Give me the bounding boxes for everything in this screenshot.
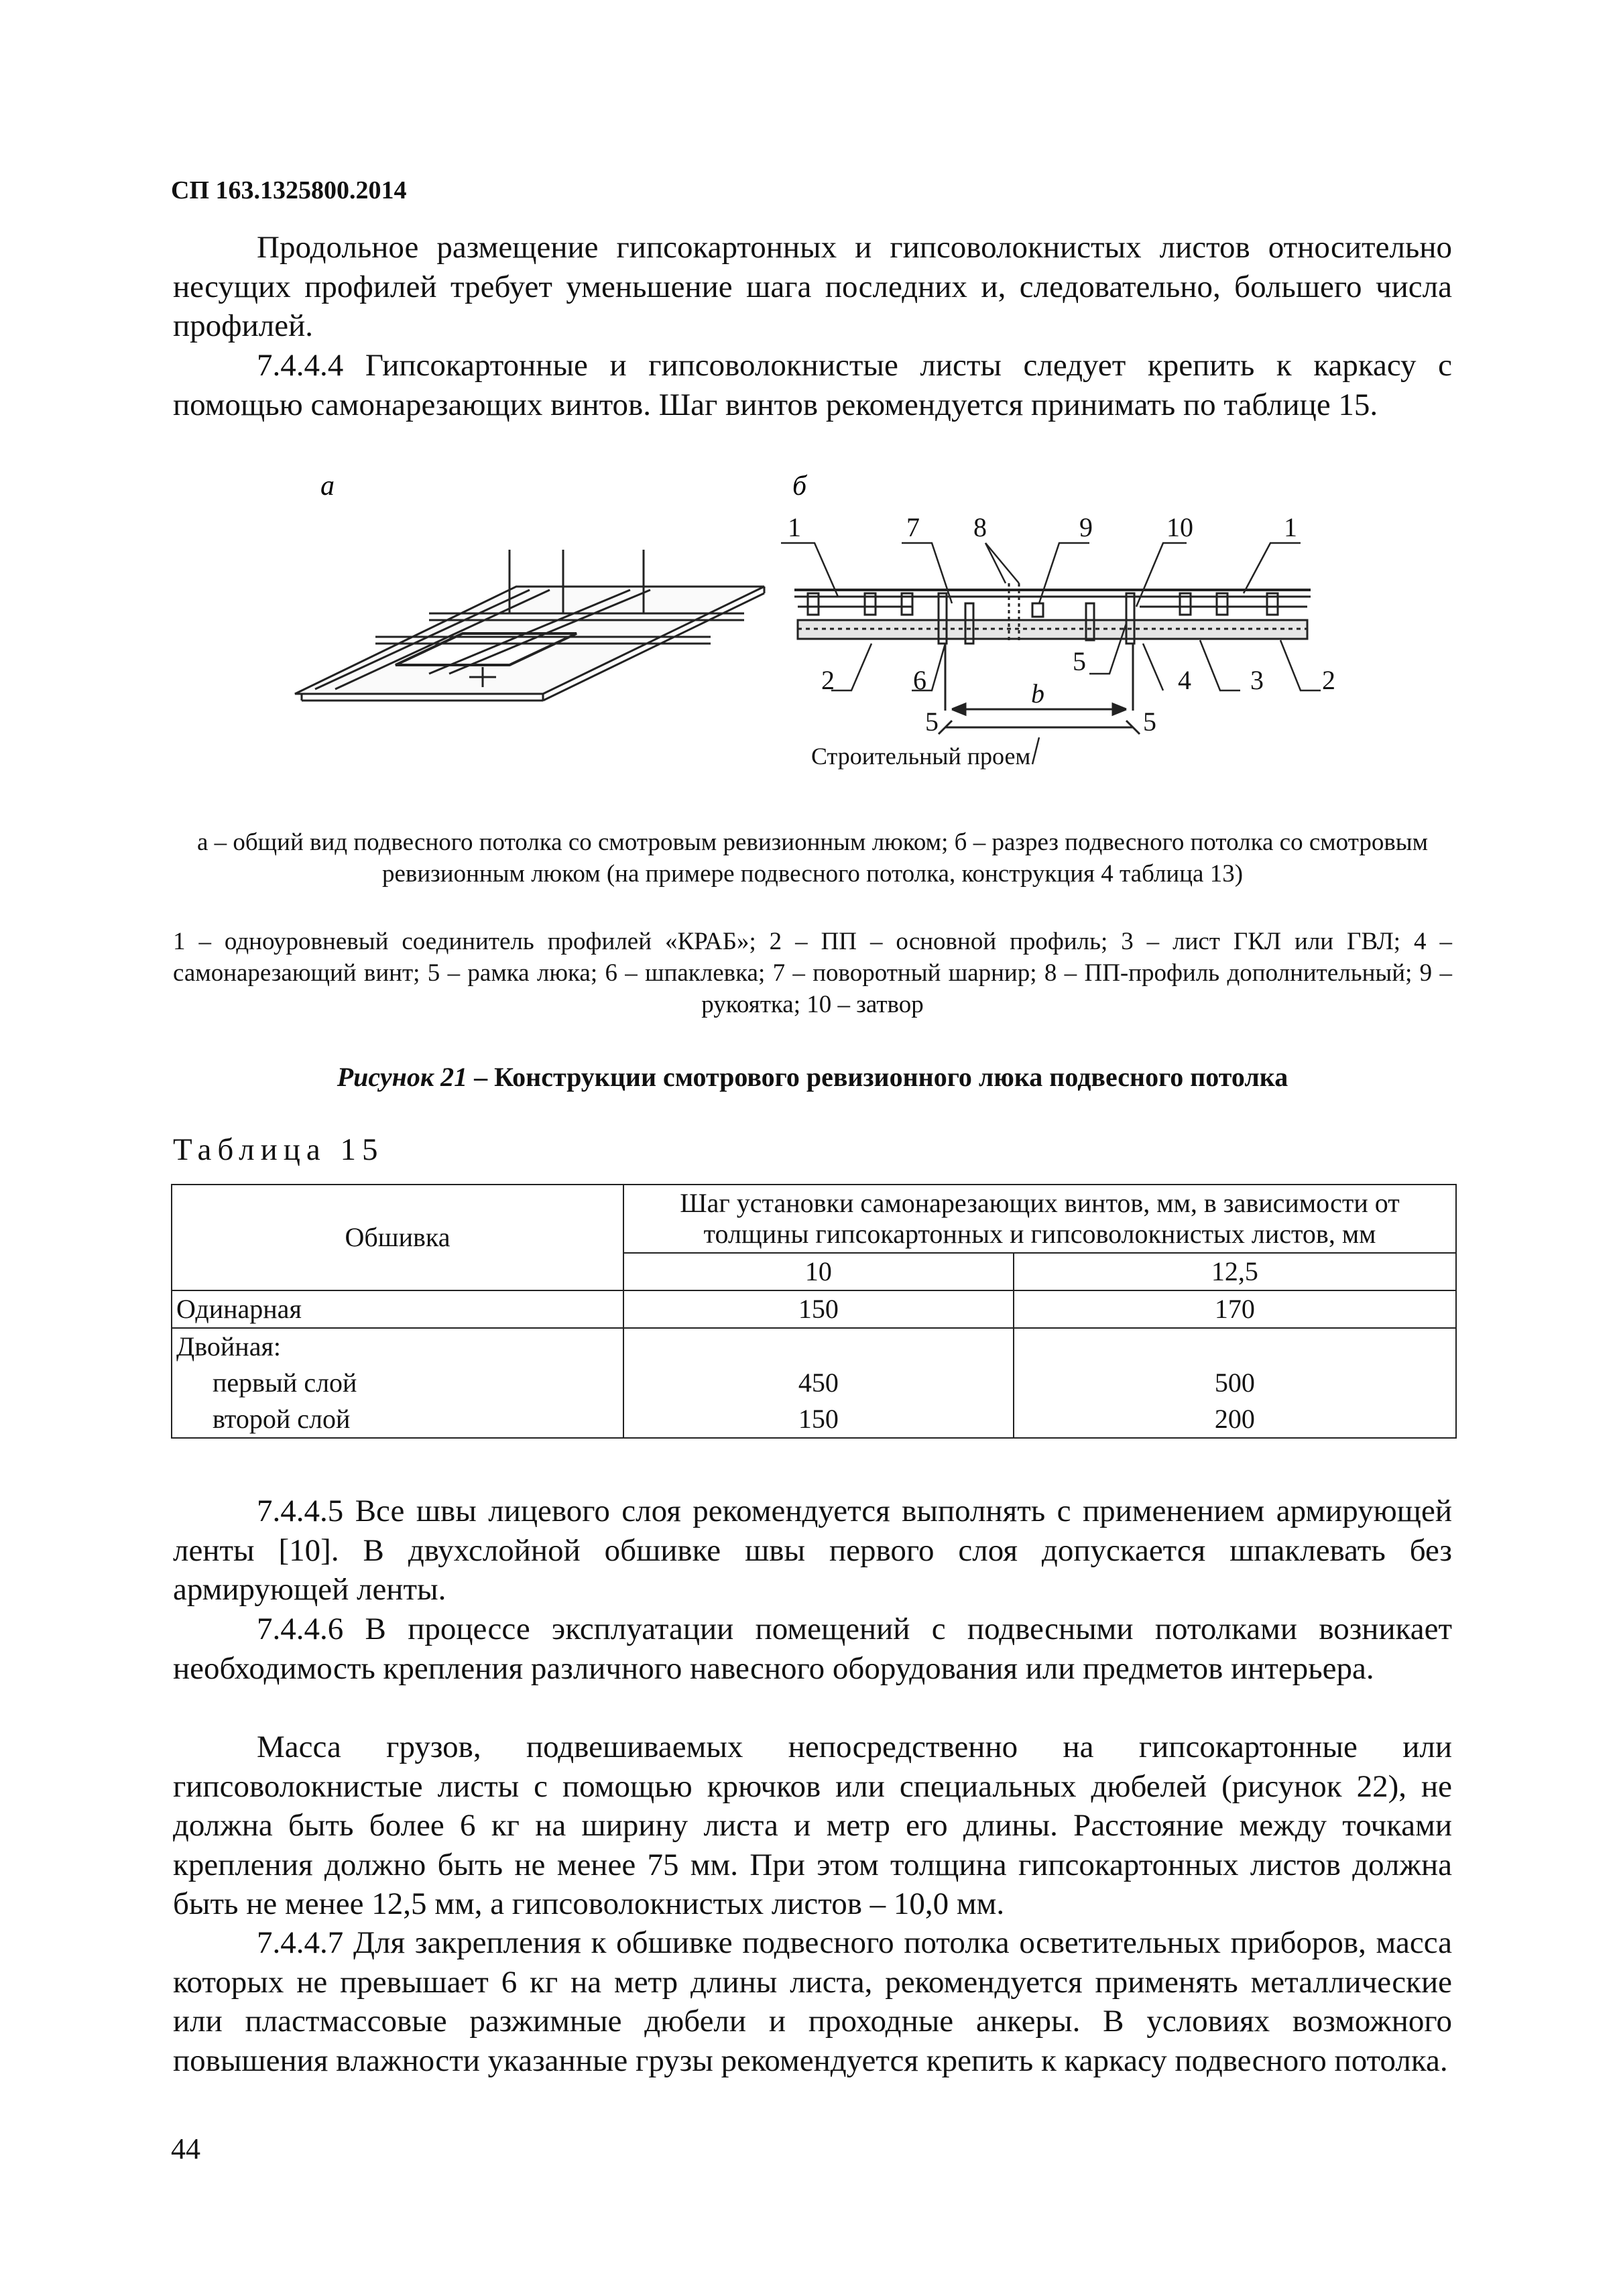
table-row: первый слой 450 500 [172,1365,1456,1401]
table-sub-10: 10 [623,1253,1014,1290]
table-header-row [172,1185,1456,1253]
callout-4: 4 [1178,665,1191,695]
paragraph-7-4-4-7: 7.4.4.7 Для закрепления к обшивке подвесного потолка осветительных приборов, масса которых не превышает 6 кг на метр длины листа, рекомендуется применять металлические или пластмассовые разжимные дюбели и проходные анкеры. В условиях возможного повышения влажности указанные грузы рекомендуется крепить к каркасу подвесного потолка. [173,1925,1452,2078]
callout-7: 7 [906,512,920,542]
figure-caption-ab: а – общий вид подвесного потолка со смотровым ревизионным люком; б – разрез подвесного потолка со смотровым ревизионным люком (на примере подвесного потолка, конструкция 4 таблица 13) [196,829,1429,888]
callout-3: 3 [1250,665,1264,695]
construction-opening-label: Строительный проем [811,743,1031,770]
document-code-header: СП 163.1325800.2014 [171,176,407,204]
callout-8: 8 [973,512,987,542]
figure-label-a: а [320,471,335,501]
paragraph-intro: Продольное размещение гипсокартонных и гипсоволокнистых листов относительно несущих профилей требует уменьшение шага последних и, следовательно, большего числа профилей. [173,230,1452,343]
callout-2-right: 2 [1322,665,1335,695]
table-col-head: Обшивка [172,1185,623,1290]
callout-10: 10 [1166,512,1193,542]
callout-1-right: 1 [1284,512,1297,542]
callout-2-left: 2 [821,665,835,695]
table-row: второй слой 150 200 [172,1401,1456,1438]
callout-9: 9 [1079,512,1093,542]
callout-6: 6 [913,665,926,695]
page-number: 44 [171,2132,200,2165]
paragraph-7-4-4-5: 7.4.4.5 Все швы лицевого слоя рекомендуется выполнять с применением армирующей ленты [10]. В двухслойной обшивке швы первого слоя допускается шпаклевать без армирующей ленты. [173,1494,1452,1607]
table-15 [171,1184,1457,1439]
table-row: Одинарная 150 170 [172,1290,1456,1328]
table-label: Таблица 15 [173,1132,384,1167]
table-row: Двойная: [172,1328,1456,1365]
dimension-b-label: b [1031,678,1044,709]
ceiling-perspective-sketch [295,550,764,701]
callout-leaders [781,543,1321,764]
figure-legend: 1 – одноуровневый соединитель профилей «КРАБ»; 2 – ПП – основной профиль; 3 – лист ГКЛ или ГВЛ; 4 – самонарезающий винт; 5 – рамка люка; 6 – шпаклевка; 7 – поворотный шарнир; 8 – ПП-профиль дополнительный; 9 – рукоятка; 10 – затвор [173,928,1452,1018]
ceiling-cross-section [794,583,1311,734]
callout-5-left: 5 [925,707,939,737]
callout-5-right: 5 [1143,707,1156,737]
paragraph-load-mass: Масса грузов, подвешиваемых непосредственно на гипсокартонные или гипсоволокнистые листы с помощью крючков или специальных дюбелей (рисунок 22), не должна быть более 6 кг на ширину листа и метр его длины. Расстояние между точками крепления должно быть не менее 75 мм. При этом толщина гипсокартонных листов должна быть не менее 12,5 мм, а гипсоволокнистых листов – 10,0 мм. [173,1730,1452,1921]
figure-label-b: б [792,471,807,501]
table-sub-12-5: 12,5 [1014,1253,1456,1290]
table-group-head: Шаг установки самонарезающих винтов, мм, в зависимости от толщины гипсокартонных и гипсоволокнистых листов, мм [623,1185,1456,1253]
callout-1-left: 1 [788,512,801,542]
paragraph-7-4-4-4: 7.4.4.4 Гипсокартонные и гипсоволокнистые листы следует крепить к каркасу с помощью самонарезающих винтов. Шаг винтов рекомендуется принимать по таблице 15. [173,348,1452,422]
callout-5-upper: 5 [1073,646,1086,676]
figure-title: Рисунок 21 – Конструкции смотрового ревизионного люка подвесного потолка [337,1062,1288,1092]
paragraph-7-4-4-6: 7.4.4.6 В процессе эксплуатации помещений с подвесными потолками возникает необходимость крепления различного навесного оборудования или предметов интерьера. [173,1612,1452,1686]
